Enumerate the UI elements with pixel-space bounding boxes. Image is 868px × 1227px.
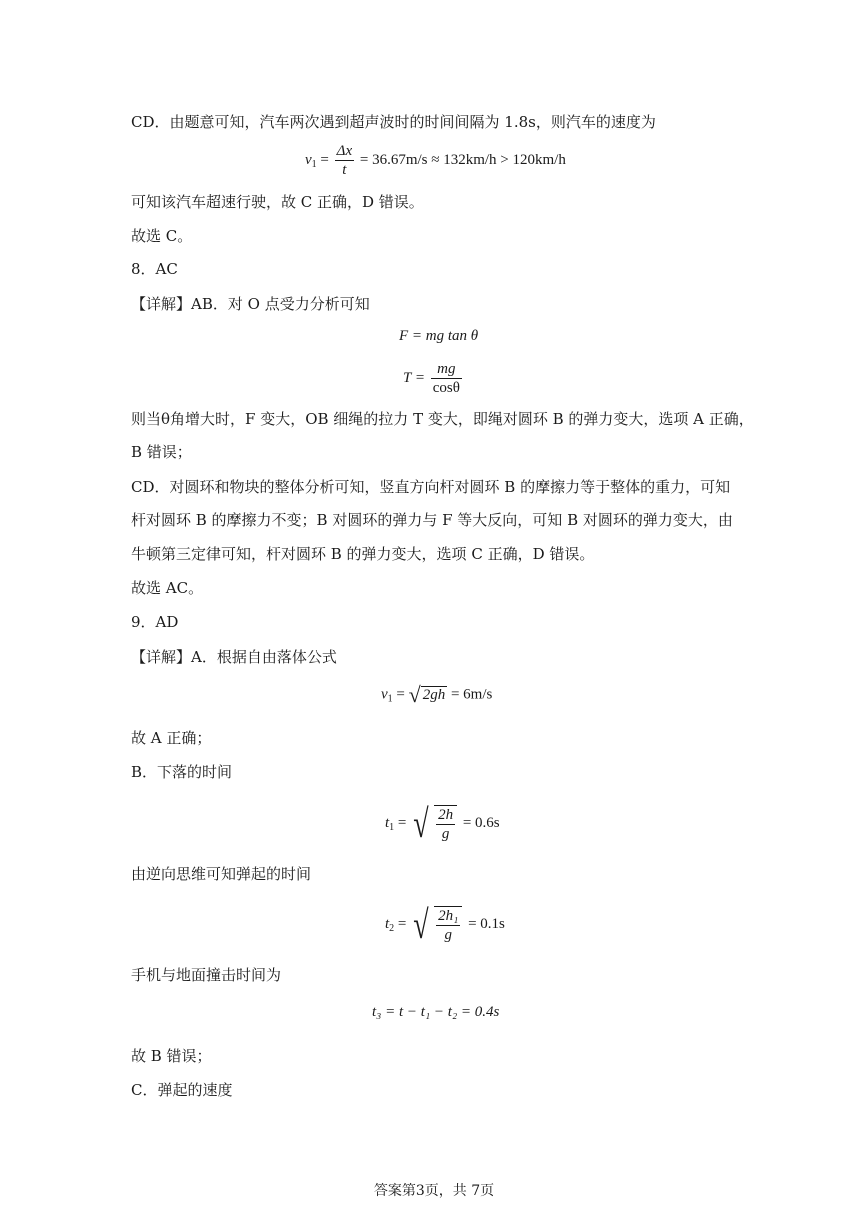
formula-t2: $t_2$ = √ $\frac{\text{2h₁}}{g}$ = 0.1s [385, 902, 505, 947]
rhs: = 6m/s [450, 686, 493, 703]
text-line: 杆对圆环 B 的摩擦力不变；B 对圆环的弹力与 F 等大反向，可知 B 对圆环的弹力变大，由 [131, 511, 733, 529]
var-t: t [385, 814, 390, 831]
text-line: 由逆向思维可知弹起的时间 [131, 865, 312, 883]
numerator: 2h [438, 806, 454, 823]
denominator: g [441, 825, 450, 842]
text-line: C．弹起的速度 [131, 1081, 233, 1099]
var-v: v [305, 151, 312, 168]
denominator: g [444, 926, 452, 943]
subscript: 1 [387, 693, 393, 705]
text-line: B 错误； [131, 443, 192, 461]
subscript: 2 [389, 922, 395, 934]
fraction [335, 142, 354, 179]
fraction [434, 906, 462, 944]
text-line: 可知该汽车超速行驶，故 C 正确，D 错误。 [131, 193, 424, 211]
text-line: 故选 C。 [131, 227, 193, 245]
numerator: 2h₁ [438, 907, 459, 924]
formula-t1: $t_1$ = √ $\frac{2h}{g}$ = 0.6s [385, 801, 500, 846]
text-line: CD．对圆环和物块的整体分析可知，竖直方向杆对圆环 B 的摩擦力等于整体的重力，可知 [131, 478, 731, 496]
text-line: 手机与地面撞击时间为 [131, 966, 282, 984]
numerator: Δx [336, 143, 353, 159]
formula-T [403, 360, 464, 397]
text-line: 故 B 错误； [131, 1047, 212, 1065]
text-line: 故选 AC。 [131, 579, 204, 597]
var-v: v [381, 686, 388, 703]
formula-car-speed: $v_1$ = $\frac{\Delta x}{t}$ = 36.67m/s ≈ 132km/h > 120km/h [305, 143, 566, 178]
formula-v1-fall: $v_1$ = √ 2gh = 6m/s [381, 682, 493, 707]
numerator: mg [431, 360, 462, 379]
denominator: cosθ [432, 380, 460, 396]
question-number: 9．AD [131, 613, 179, 631]
text-line: 【详解】AB．对 O 点受力分析可知 [131, 295, 370, 313]
square-root: √ $\frac{2h}{g}$ [410, 800, 459, 847]
subscript: 1 [389, 821, 395, 833]
lhs: T = [403, 369, 425, 386]
rhs: = 36.67m/s ≈ 132km/h > 120km/h [359, 151, 566, 168]
denominator: t [342, 162, 347, 178]
fraction [431, 360, 462, 397]
formula-t3: t₃ = t − t₁ − t₂ = 0.4s [372, 1004, 500, 1020]
fraction [434, 805, 457, 843]
text-line: CD．由题意可知，汽车两次遇到超声波时的时间间隔为 1.8s，则汽车的速度为 [131, 113, 656, 131]
rhs: = 0.1s [468, 915, 505, 932]
text-line: B．下落的时间 [131, 763, 233, 781]
radicand: 2gh [422, 687, 446, 703]
square-root: √ 2gh [408, 682, 446, 707]
formula-F: F = mg tan θ [399, 328, 479, 344]
subscript: 1 [311, 158, 317, 170]
text-line: 【详解】A．根据自由落体公式 [131, 648, 337, 666]
rhs: = 0.6s [462, 814, 500, 831]
text-line: 则当θ角增大时，F 变大，OB 细绳的拉力 T 变大，即绳对圆环 B 的弹力变大，选项 A 正确， [131, 410, 754, 428]
question-number: 8．AC [131, 260, 178, 278]
square-root: √ $\frac{\text{2h₁}}{g}$ [410, 901, 464, 948]
text-line: 牛顿第三定律可知，杆对圆环 B 的弹力变大，选项 C 正确，D 错误。 [131, 545, 595, 563]
page-footer: 答案第3页，共 7页 [373, 1183, 495, 1199]
var-t: t [385, 915, 390, 932]
text-line: 故 A 正确； [131, 729, 212, 747]
